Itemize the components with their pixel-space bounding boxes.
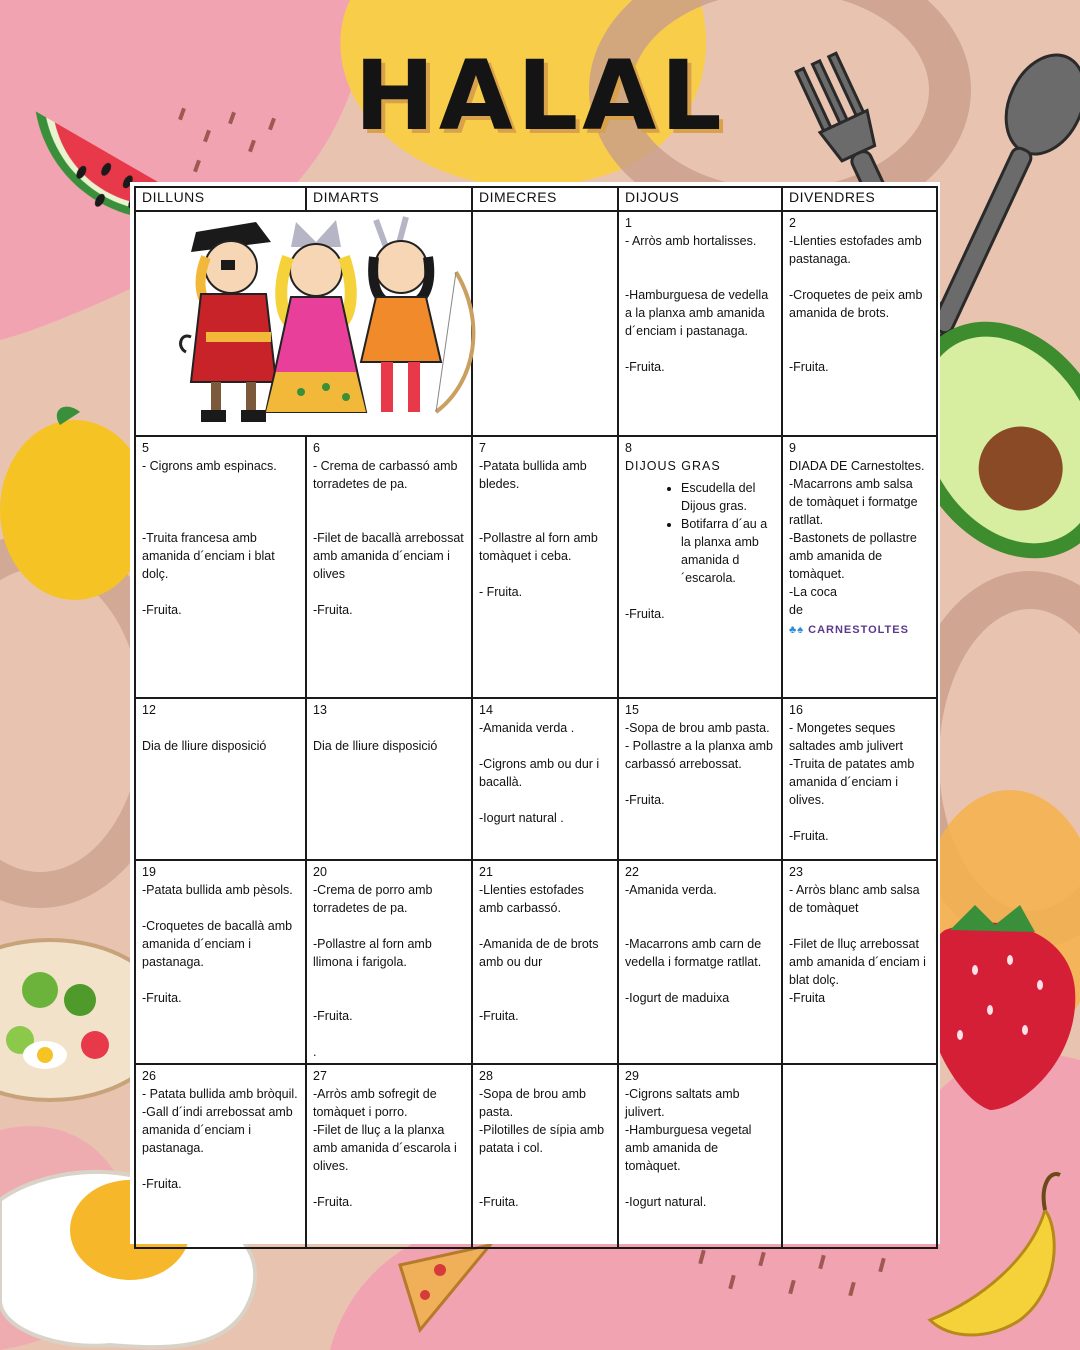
header-monday: DILLUNS (135, 187, 306, 211)
menu-line: -Amanida verda . (479, 721, 575, 735)
menu-line: - Pollastre a la planxa amb carbassó arrebossat. (625, 739, 773, 771)
day-number: 27 (313, 1069, 327, 1083)
list-item: • Botifarra d´au a la planxa amb amanida d´escarola. (681, 515, 775, 587)
menu-line: -Fruita. (479, 1009, 519, 1023)
menu-line: - Arròs blanc amb salsa de tomàquet (789, 883, 920, 915)
menu-line: -Patata bullida amb bledes. (479, 459, 587, 491)
day-cell-19 (135, 860, 306, 1064)
day-number: 19 (142, 865, 156, 879)
day-cell-28 (472, 1064, 618, 1248)
archer-kid-icon (361, 217, 473, 412)
menu-line: -Bastonets de pollastre amb amanida de tomàquet. (789, 531, 917, 581)
menu-line: -Fruita. (625, 607, 665, 621)
menu-line: -Croquetes de bacallà amb amanida d´enciam i pastanaga. (142, 919, 293, 969)
menu-line: -Fruita (789, 991, 826, 1005)
menu-line: -Patata bullida amb pèsols. (142, 883, 293, 897)
menu-line: -Pollastre al forn amb llimona i farigola. (313, 937, 432, 969)
weekday-header-row (135, 187, 937, 211)
menu-line: -Sopa de brou amb pasta. (479, 1087, 587, 1119)
day-cell-16 (782, 698, 937, 860)
day-number: 15 (625, 703, 639, 717)
menu-line: Dia de lliure disposició (313, 739, 438, 753)
special-menu-list (625, 479, 775, 587)
menu-line: -Amanida verda. (625, 883, 717, 897)
carnival-logo-text: CARNESTOLTES (808, 624, 909, 636)
menu-line: -Crema de porro amb torradetes de pa. (313, 883, 433, 915)
day-number: 7 (479, 441, 486, 455)
week-row-1 (135, 211, 937, 436)
day-cell-23 (782, 860, 937, 1064)
menu-line: -Amanida de de brots amb ou dur (479, 937, 599, 969)
day-number: 6 (313, 441, 320, 455)
menu-line: -Iogurt natural . (479, 811, 564, 825)
week-row-2 (135, 436, 937, 698)
week-row-3 (135, 698, 937, 860)
menu-line: -Fruita. (313, 603, 353, 617)
menu-line: -Iogurt de maduixa (625, 991, 730, 1005)
day-cell-14 (472, 698, 618, 860)
day-cell-13 (306, 698, 472, 860)
day-number: 14 (479, 703, 493, 717)
pirate-kid-icon (181, 222, 276, 422)
page-title: HALAL (354, 40, 726, 152)
day-cell-12 (135, 698, 306, 860)
day-number: 13 (313, 703, 327, 717)
day-cell-27 (306, 1064, 472, 1248)
day-number: 26 (142, 1069, 156, 1083)
day-number: 5 (142, 441, 149, 455)
header-friday: DIVENDRES (782, 187, 937, 211)
list-item: • Escudella del Dijous gras. (681, 479, 775, 515)
day-number: 1 (625, 216, 632, 230)
week-row-4 (135, 860, 937, 1064)
menu-line: de (789, 603, 803, 617)
header-tuesday: DIMARTS (306, 187, 472, 211)
menu-line: -Fruita. (313, 1009, 353, 1023)
menu-line: - Arròs amb hortalisses. (625, 234, 757, 248)
carnival-kids-illustration (136, 212, 476, 430)
day-number: 21 (479, 865, 493, 879)
lemon-icon (0, 407, 150, 600)
menu-line: -Croquetes de peix amb amanida de brots. (789, 288, 923, 320)
day-cell-22 (618, 860, 782, 1064)
day-cell-1 (618, 211, 782, 436)
menu-line: . (313, 1045, 317, 1059)
menu-line: -Cigrons amb ou dur i bacallà. (479, 757, 600, 789)
day-number: 9 (789, 441, 796, 455)
header-wednesday: DIMECRES (472, 187, 618, 211)
menu-calendar-card (130, 182, 940, 1244)
menu-calendar-table (134, 186, 938, 1249)
menu-line: -Fruita. (789, 360, 829, 374)
menu-line: -Sopa de brou amb pasta. (625, 721, 770, 735)
menu-line: -Fruita. (625, 360, 665, 374)
day-number: 8 (625, 441, 632, 455)
menu-line: -Fruita. (313, 1195, 353, 1209)
carnival-logo (789, 621, 909, 639)
menu-line: -Fruita. (142, 991, 182, 1005)
day-number: 20 (313, 865, 327, 879)
menu-line: -Filet de lluç a la planxa amb amanida d´escarola i olives. (313, 1123, 457, 1173)
day-cell-5 (135, 436, 306, 698)
header-thursday: DIJOUS (618, 187, 782, 211)
week-row-5 (135, 1064, 937, 1248)
menu-line: -Cigrons saltats amb julivert. (625, 1087, 740, 1119)
menu-line: -Truita francesa amb amanida d´enciam i blat dolç. (142, 531, 275, 581)
menu-line: -La coca (789, 585, 837, 599)
menu-line: -Truita de patates amb amanida d´enciam i olives. (789, 757, 915, 807)
menu-line: Dia de lliure disposició (142, 739, 267, 753)
day-cell-empty (782, 1064, 937, 1248)
menu-line: -Hamburguesa de vedella a la planxa amb amanida d´enciam i pastanaga. (625, 288, 769, 338)
day-cell-empty (472, 211, 618, 436)
menu-line: -Fruita. (142, 603, 182, 617)
menu-line: -Gall d´indi arrebossat amb amanida d´enciam i pastanaga. (142, 1105, 293, 1155)
menu-line: -Fruita. (789, 829, 829, 843)
day-number: 28 (479, 1069, 493, 1083)
menu-line: DIADA DE Carnestoltes. (789, 459, 925, 473)
menu-line: -Pilotilles de sípia amb patata i col. (479, 1123, 605, 1155)
day-cell-6 (306, 436, 472, 698)
day-cell-2 (782, 211, 937, 436)
menu-line: -Filet de bacallà arrebossat amb amanida d´enciam i olives (313, 531, 464, 581)
menu-line: -Macarrons amb carn de vedella i formatge ratllat. (625, 937, 762, 969)
menu-line: -Llenties estofades amb pastanaga. (789, 234, 922, 266)
special-day-heading: DIJOUS GRAS (625, 459, 721, 473)
menu-line: -Fruita. (479, 1195, 519, 1209)
menu-line: -Arròs amb sofregit de tomàquet i porro. (313, 1087, 437, 1119)
menu-line: -Pollastre al forn amb tomàquet i ceba. (479, 531, 598, 563)
day-cell-21 (472, 860, 618, 1064)
princess-kid-icon (266, 220, 366, 412)
carnival-illustration-cell (135, 211, 472, 436)
menu-line: - Cigrons amb espinacs. (142, 459, 277, 473)
day-cell-26 (135, 1064, 306, 1248)
day-cell-8 (618, 436, 782, 698)
menu-line: -Fruita. (625, 793, 665, 807)
day-number: 16 (789, 703, 803, 717)
menu-line: -Llenties estofades amb carbassó. (479, 883, 584, 915)
day-cell-20 (306, 860, 472, 1064)
day-number: 29 (625, 1069, 639, 1083)
day-number: 12 (142, 703, 156, 717)
day-number: 23 (789, 865, 803, 879)
menu-line: -Fruita. (142, 1177, 182, 1191)
menu-line: -Hamburguesa vegetal amb amanida de tomàquet. (625, 1123, 752, 1173)
menu-line: - Patata bullida amb bròquil. (142, 1087, 298, 1101)
day-number: 2 (789, 216, 796, 230)
day-cell-15 (618, 698, 782, 860)
menu-line: -Filet de lluç arrebossat amb amanida d´enciam i blat dolç. (789, 937, 926, 987)
menu-line: - Crema de carbassó amb torradetes de pa. (313, 459, 458, 491)
day-cell-7 (472, 436, 618, 698)
menu-line: - Fruita. (479, 585, 523, 599)
menu-line: -Macarrons amb salsa de tomàquet i formatge ratllat. (789, 477, 918, 527)
carnival-figures-icon: ♣♠ (789, 624, 809, 636)
day-number: 22 (625, 865, 639, 879)
menu-line: - Mongetes seques saltades amb julivert (789, 721, 903, 753)
day-cell-29 (618, 1064, 782, 1248)
menu-line: -Iogurt natural. (625, 1195, 707, 1209)
day-cell-9 (782, 436, 937, 698)
